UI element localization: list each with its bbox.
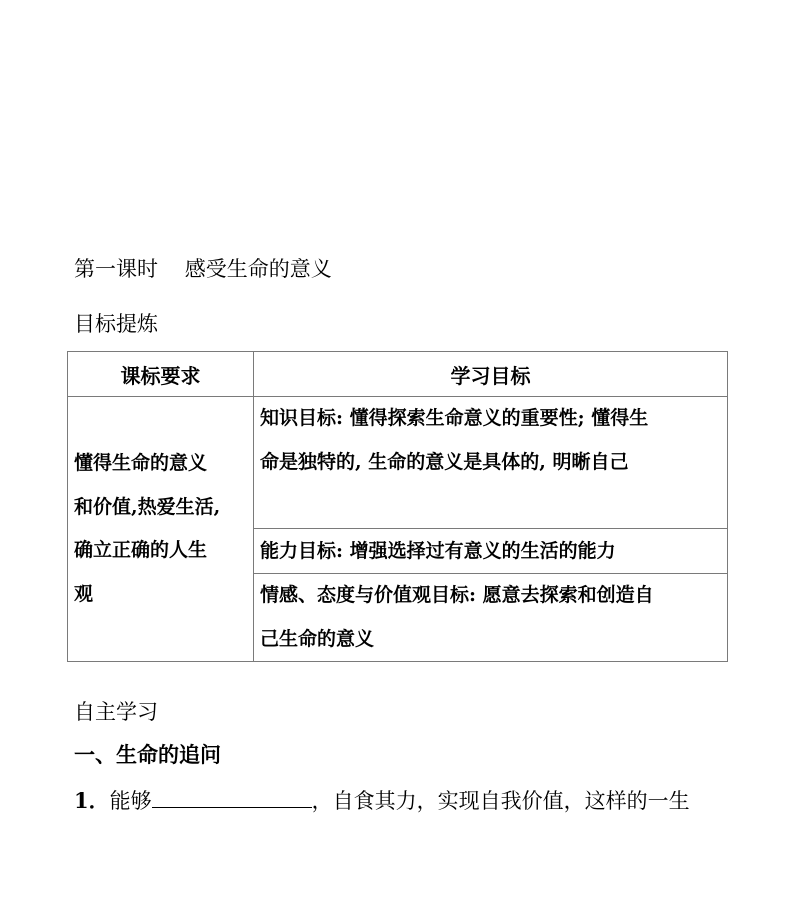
question-1 [74, 785, 690, 816]
question-number: 1． [74, 788, 110, 813]
goal-line: 能力目标: 增强选择过有意义的生活的能力 [260, 540, 616, 562]
ability-goal-cell [254, 529, 728, 574]
header-learning-objective: 学习目标 [254, 352, 728, 397]
header-curriculum-requirement: 课标要求 [68, 352, 254, 397]
requirement-line: 懂得生命的意义 [74, 452, 208, 474]
section-heading-self-study: 自主学习 [74, 700, 158, 724]
fill-in-blank[interactable] [152, 785, 312, 808]
goal-line: 己生命的意义 [260, 627, 375, 650]
requirement-line: 确立正确的人生 [74, 539, 208, 561]
lesson-title: 第一课时 感受生命的意义 [74, 257, 332, 281]
goals-table [67, 351, 728, 662]
section-heading-goals: 目标提炼 [74, 312, 158, 336]
emotion-goal-cell [254, 574, 728, 662]
goal-line: 命是独特的, 生命的意义是具体的, 明晰自己 [260, 450, 629, 473]
requirement-line: 观 [74, 582, 94, 605]
table-row-knowledge [68, 397, 728, 529]
goal-line: 知识目标: 懂得探索生命意义的重要性; 懂得生 [260, 407, 649, 429]
goal-line: 情感、态度与价值观目标: 愿意去探索和创造自 [260, 584, 654, 606]
requirement-cell [68, 397, 254, 662]
subsection-heading: 一、生命的追问 [74, 743, 221, 767]
question-suffix: ，自食其力，实现自我价值，这样的一生 [311, 789, 690, 813]
knowledge-goal-cell [254, 397, 728, 529]
table-header-row [68, 352, 728, 397]
requirement-line: 和价值,热爱生活, [74, 495, 221, 518]
question-prefix: 能够 [109, 789, 152, 813]
